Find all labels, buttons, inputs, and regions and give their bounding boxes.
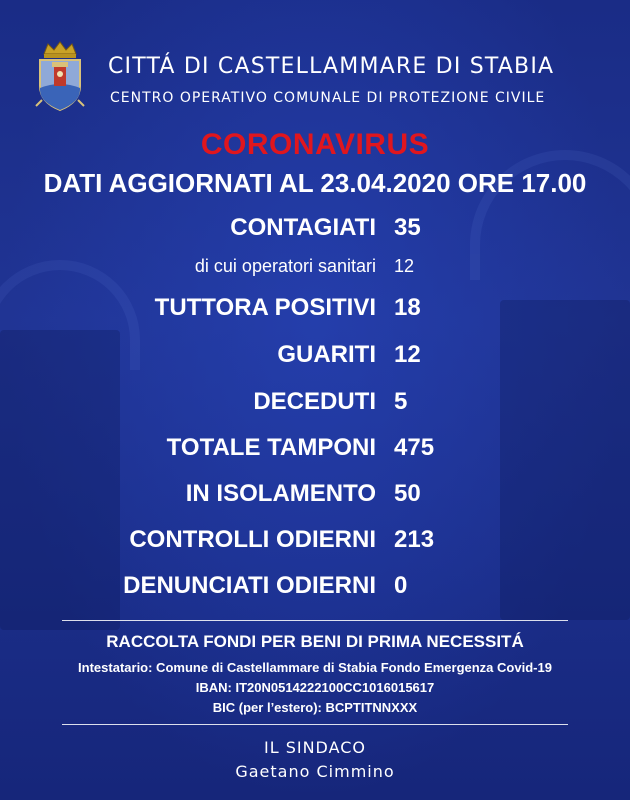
divider xyxy=(62,724,568,725)
stat-row-deceduti xyxy=(0,388,630,424)
update-heading: DATI AGGIORNATI AL 23.04.2020 ORE 17.00 xyxy=(43,168,587,198)
signature-role: IL SINDACO xyxy=(263,738,367,757)
stat-value: 213 xyxy=(394,526,435,553)
stat-value: 12 xyxy=(394,341,421,368)
stat-label: TOTALE TAMPONI xyxy=(166,434,376,461)
stat-row-denunciati-odierni xyxy=(0,572,630,608)
stat-row-tuttora-positivi xyxy=(0,294,630,330)
fundraising-iban: IBAN: IT20N0514222100CC1016015617 xyxy=(195,680,435,695)
stat-label: DENUNCIATI ODIERNI xyxy=(123,572,376,599)
stat-label: GUARITI xyxy=(277,341,376,368)
stat-value: 18 xyxy=(394,294,421,321)
fundraising-title: RACCOLTA FONDI PER BENI DI PRIMA NECESSITÁ xyxy=(106,632,524,651)
stat-row-contagiati xyxy=(0,214,630,250)
stat-value: 0 xyxy=(394,572,408,599)
stat-label: di cui operatori sanitari xyxy=(194,256,376,276)
stat-row-guariti xyxy=(0,341,630,377)
stat-row-in-isolamento xyxy=(0,480,630,516)
stat-value: 50 xyxy=(394,480,421,507)
stat-row-operatori-sanitari xyxy=(0,256,630,292)
header-subtitle: CENTRO OPERATIVO COMUNALE DI PROTEZIONE CIVILE xyxy=(110,90,546,106)
fundraising-holder: Intestatario: Comune di Castellammare di Stabia Fondo Emergenza Covid-19 xyxy=(78,660,552,675)
city-crest-icon xyxy=(34,40,86,112)
stat-row-controlli-odierni xyxy=(0,526,630,562)
divider xyxy=(62,620,568,621)
stat-label: TUTTORA POSITIVI xyxy=(154,294,376,321)
fundraising-bic: BIC (per l’estero): BCPTITNNXXX xyxy=(212,700,418,715)
stat-label: CONTAGIATI xyxy=(230,214,376,241)
stat-value: 5 xyxy=(394,388,408,415)
stat-value: 12 xyxy=(394,256,415,276)
stat-label: IN ISOLAMENTO xyxy=(185,480,376,507)
topic-heading: CORONAVIRUS xyxy=(200,128,430,161)
stat-label: CONTROLLI ODIERNI xyxy=(129,526,376,553)
header-title: CITTÁ DI CASTELLAMMARE DI STABIA xyxy=(108,54,555,79)
stat-value: 475 xyxy=(394,434,435,461)
signature-name: Gaetano Cimmino xyxy=(235,762,395,781)
stat-label: DECEDUTI xyxy=(253,388,376,415)
stat-value: 35 xyxy=(394,214,421,241)
stat-row-totale-tamponi xyxy=(0,434,630,470)
header xyxy=(34,40,614,120)
